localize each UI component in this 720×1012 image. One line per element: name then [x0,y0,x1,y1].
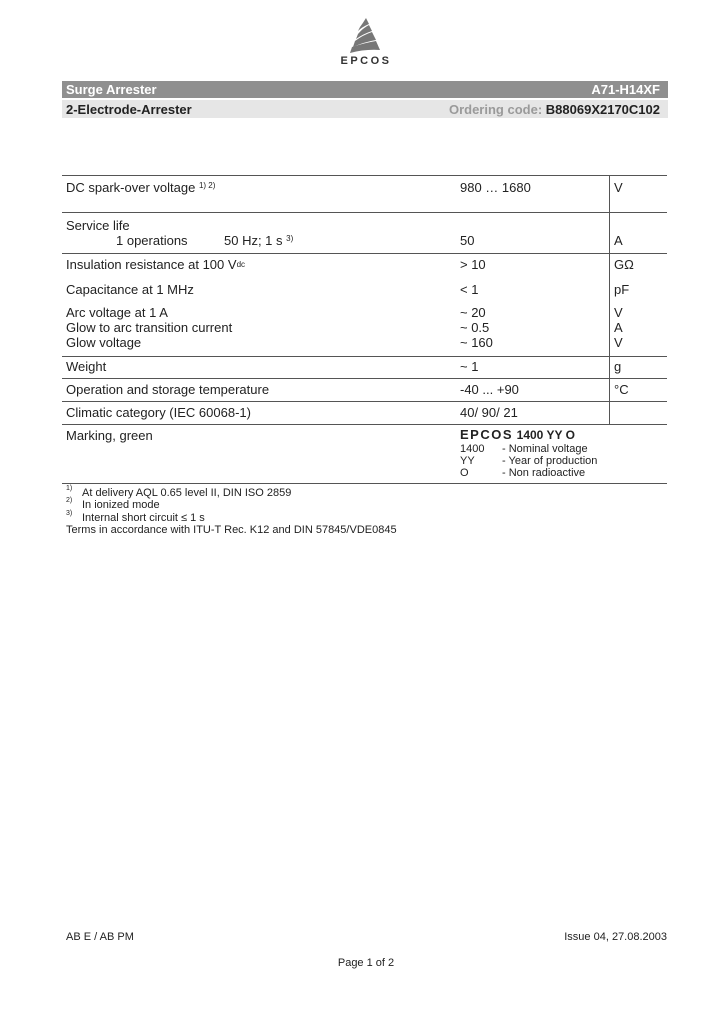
weight-label: Weight [66,359,107,374]
title-bar [62,81,668,98]
marking-label: Marking, green [66,428,153,443]
weight-value: ~ 1 [460,359,479,374]
product-name: Surge Arrester [66,82,157,97]
type-code: A71-H14XF [591,82,660,97]
footnote-text: At delivery AQL 0.65 level II, DIN ISO 2859 [82,487,292,499]
table-rule [62,212,667,213]
table-rule [62,401,667,402]
service-ops: 1 operations [116,233,188,248]
marking-key: O [460,467,469,479]
service-value: 50 [460,233,475,248]
footnote-marker: 2) [66,497,73,504]
temperature-label: Operation and storage temperature [66,382,270,397]
ordering-code [449,102,660,117]
epcos-triangle-icon [346,16,386,54]
ordering-label: Ordering code: [448,102,543,117]
marking-code: 1400 YY O [516,428,575,442]
page-number: Page 1 of 2 [337,957,395,969]
epcos-logo [330,16,402,72]
insulation-label: Insulation resistance at 100 Vdc [66,257,246,272]
climatic-value: 40/ 90/ 21 [460,405,518,420]
insulation-value: > 10 [460,257,486,272]
glow-label: Glow voltage [66,335,142,350]
footnote-text: In ionized mode [82,499,160,511]
footnote-marker: 3) [66,510,73,517]
marking-desc: - Non radioactive [502,467,586,479]
glow-arc-label: Glow to arc transition current [66,320,233,335]
insulation-unit: GΩ [614,257,634,272]
marking-desc: - Year of production [502,455,598,467]
table-rule [62,253,667,254]
glow-arc-unit: A [614,320,623,335]
capacitance-unit: pF [614,282,630,297]
subtitle-bar [62,100,668,118]
table-rule [62,175,667,176]
dc-value: 980 … 1680 [460,180,531,195]
footnote-marker: 1) [66,485,73,492]
glow-unit: V [614,335,623,350]
arc-label: Arc voltage at 1 A [66,305,168,320]
marking-desc: - Nominal voltage [502,443,588,455]
climatic-label: Climatic category (IEC 60068-1) [66,405,251,420]
temperature-unit: °C [614,382,629,397]
glow-arc-value: ~ 0.5 [460,320,490,335]
service-unit: A [614,233,623,248]
arc-unit: V [614,305,623,320]
service-label: Service life [66,218,130,233]
table-rule [62,378,667,379]
glow-value: ~ 160 [460,335,493,350]
logo-text: EPCOS [340,55,392,67]
footer-department: AB E / AB PM [66,931,134,943]
marking-brand-code [460,427,575,443]
capacitance-value: < 1 [460,282,479,297]
footnote-text: Internal short circuit ≤ 1 s [82,512,205,524]
temperature-value: -40 ... +90 [460,382,519,397]
table-rule [62,424,667,425]
dc-label: DC spark-over voltage $^{1) 2)}$ [66,180,216,195]
marking-key: 1400 [460,443,485,455]
table-rule [62,356,667,357]
dc-unit: V [614,180,623,195]
marking-key: YY [460,455,475,467]
capacitance-label: Capacitance at 1 MHz [66,282,194,297]
ordering-code-value: B88069X2170C102 [545,102,660,117]
subtitle: 2-Electrode-Arrester [66,102,192,117]
unit-column-divider [609,175,610,424]
footer-issue: Issue 04, 27.08.2003 [564,931,667,943]
table-rule [62,483,667,484]
weight-unit: g [614,359,622,374]
terms-text: Terms in accordance with ITU-T Rec. K12 and DIN 57845/VDE0845 [66,524,397,536]
service-cond: 50 Hz; 1 s $^{3)}$ [224,233,294,248]
marking-brand: EPCOS [460,427,514,442]
arc-value: ~ 20 [460,305,486,320]
